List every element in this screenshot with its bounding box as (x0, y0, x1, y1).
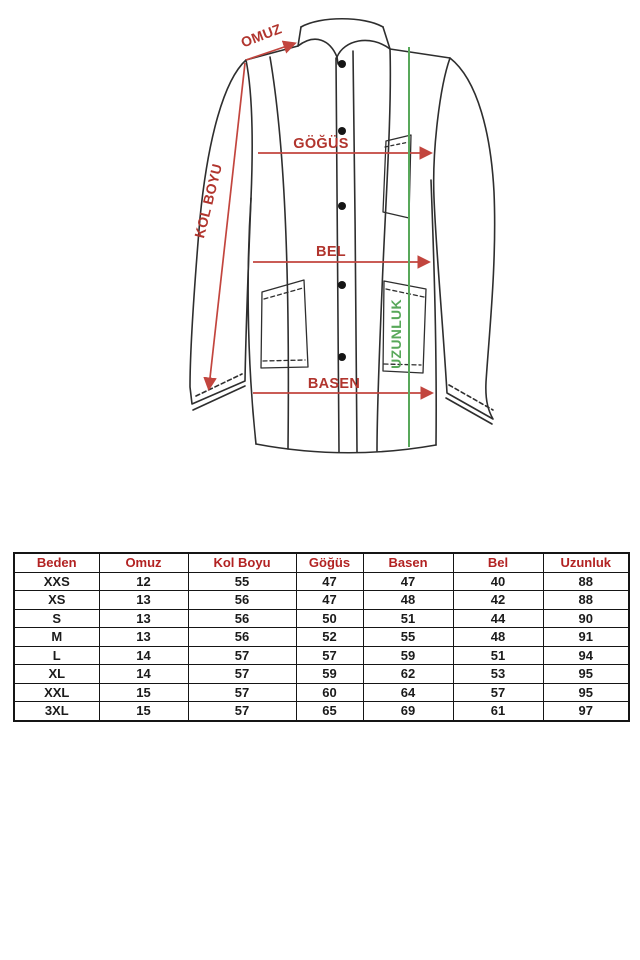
size-cell: 91 (543, 628, 629, 647)
size-cell: 65 (296, 702, 363, 721)
collar-left-edge (298, 27, 301, 46)
size-cell: XS (14, 591, 99, 610)
size-cell: 44 (453, 609, 543, 628)
button-icon (338, 60, 346, 68)
collar-center-notch (337, 57, 338, 64)
col-header-omuz: Omuz (99, 553, 188, 572)
size-cell: 55 (363, 628, 453, 647)
size-cell: S (14, 609, 99, 628)
size-cell: 51 (453, 646, 543, 665)
measurement-labels (191, 20, 360, 392)
pocket-right-stitch-top (386, 289, 424, 297)
size-cell: 56 (188, 609, 296, 628)
col-header-uzunluk: Uzunluk (543, 553, 629, 572)
size-cell: L (14, 646, 99, 665)
size-cell: 57 (188, 665, 296, 684)
size-cell: 56 (188, 628, 296, 647)
size-cell: 88 (543, 591, 629, 610)
size-cell: 13 (99, 628, 188, 647)
size-cell: 14 (99, 665, 188, 684)
size-cell: 69 (363, 702, 453, 721)
size-cell: 95 (543, 683, 629, 702)
size-cell: 57 (188, 702, 296, 721)
size-cell: 50 (296, 609, 363, 628)
table-row (14, 665, 629, 684)
kol-boyu-measure-arrow (209, 63, 245, 387)
size-cell: 55 (188, 572, 296, 591)
size-cell: 62 (363, 665, 453, 684)
size-cell: XXL (14, 683, 99, 702)
size-cell: 14 (99, 646, 188, 665)
size-table (13, 552, 630, 722)
size-cell: 57 (188, 683, 296, 702)
table-row (14, 572, 629, 591)
size-cell: 15 (99, 702, 188, 721)
size-cell: XL (14, 665, 99, 684)
pocket-left-stitch-bottom (263, 360, 305, 361)
size-cell: 57 (188, 646, 296, 665)
shoulder-seam-right (390, 49, 450, 58)
size-cell: 47 (296, 591, 363, 610)
collar-inner-right (337, 40, 390, 57)
cuff-right-hemline (446, 398, 492, 424)
cuff-left-hemline (193, 386, 245, 410)
size-cell: 60 (296, 683, 363, 702)
size-cell: 59 (296, 665, 363, 684)
size-cell: 47 (296, 572, 363, 591)
size-cell: 94 (543, 646, 629, 665)
table-row (14, 628, 629, 647)
size-cell: 13 (99, 591, 188, 610)
table-row (14, 702, 629, 721)
col-header-kol-boyu: Kol Boyu (188, 553, 296, 572)
size-cell: 59 (363, 646, 453, 665)
table-row (14, 683, 629, 702)
size-cell: 51 (363, 609, 453, 628)
size-cell: 40 (453, 572, 543, 591)
collar-inner-left (298, 39, 337, 57)
size-cell: 53 (453, 665, 543, 684)
size-cell: 52 (296, 628, 363, 647)
col-header-basen: Basen (363, 553, 453, 572)
size-cell: 88 (543, 572, 629, 591)
table-row (14, 609, 629, 628)
size-cell: 13 (99, 609, 188, 628)
uzunluk-label: UZUNLUK (388, 299, 404, 369)
collar-outer-edge (301, 19, 383, 27)
button-icon (338, 127, 346, 135)
size-cell: 48 (453, 628, 543, 647)
col-header-beden: Beden (14, 553, 99, 572)
size-cell: 97 (543, 702, 629, 721)
size-cell: M (14, 628, 99, 647)
size-cell: 47 (363, 572, 453, 591)
size-cell: 57 (296, 646, 363, 665)
size-cell: 61 (453, 702, 543, 721)
size-cell: 64 (363, 683, 453, 702)
col-header-bel: Bel (453, 553, 543, 572)
header-row (14, 553, 629, 572)
size-cell: 56 (188, 591, 296, 610)
princess-seam-left (270, 57, 288, 449)
button-row (338, 60, 346, 361)
basen-label: BASEN (307, 376, 361, 392)
omuz-label: OMUZ (238, 20, 284, 51)
button-icon (338, 353, 346, 361)
size-cell: 57 (453, 683, 543, 702)
size-cell: XXS (14, 572, 99, 591)
size-cell: 95 (543, 665, 629, 684)
gogus-label: GÖĞÜS (293, 136, 349, 152)
body-left-edge (248, 198, 256, 444)
size-cell: 15 (99, 683, 188, 702)
col-header-gogus: Göğüs (296, 553, 363, 572)
size-cell: 48 (363, 591, 453, 610)
size-cell: 12 (99, 572, 188, 591)
kol-boyu-label: KOL BOYU (191, 161, 226, 240)
table-row (14, 646, 629, 665)
size-cell: 42 (453, 591, 543, 610)
size-cell: 90 (543, 609, 629, 628)
princess-seam-right (377, 49, 390, 451)
sleeve-right (434, 58, 495, 419)
table-row (14, 591, 629, 610)
button-icon (338, 202, 346, 210)
button-icon (338, 281, 346, 289)
bel-label: BEL (316, 244, 346, 260)
size-cell: 3XL (14, 702, 99, 721)
